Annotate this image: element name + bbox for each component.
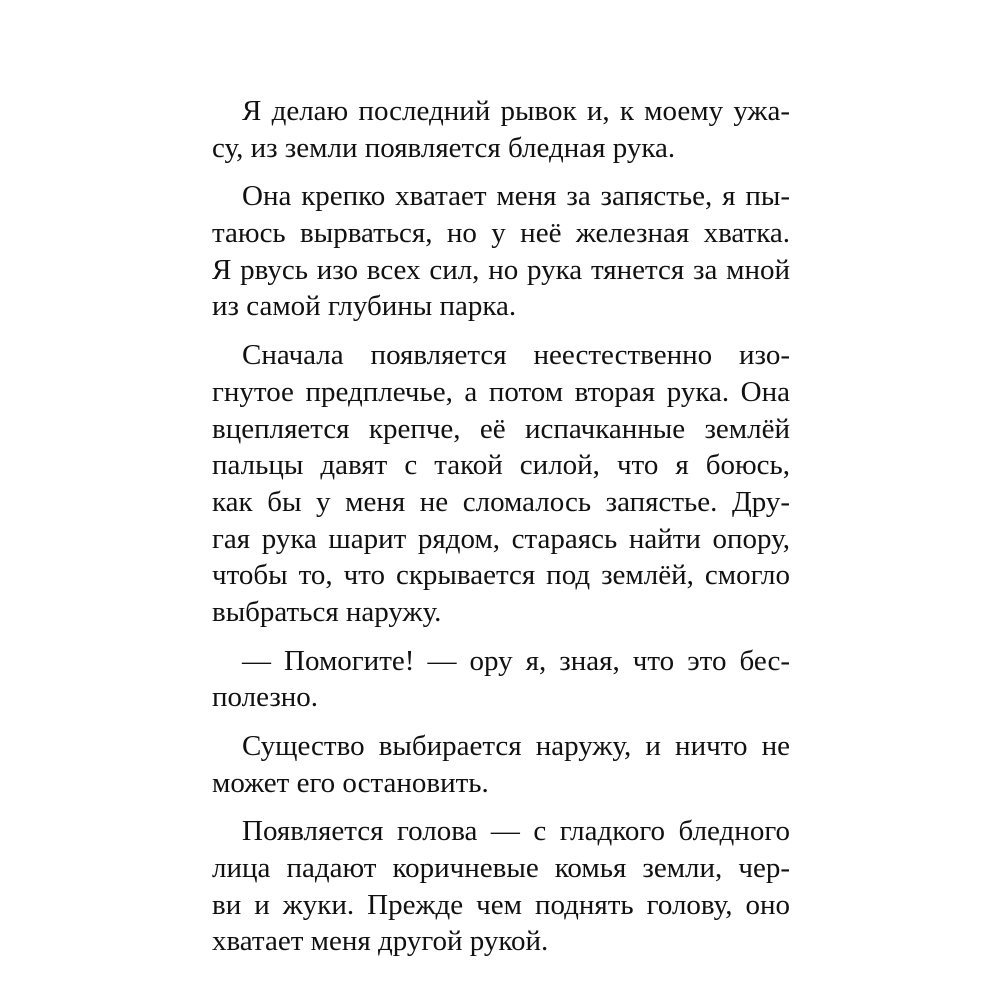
text-line: Появляется голова — с гладкого бледного — [242, 815, 790, 848]
text-line: таюсь вырваться, но у неё железная хватка. — [212, 217, 790, 250]
text-line: полезно. — [212, 681, 319, 714]
text-line: Она крепко хватает меня за запястье, я пы- — [242, 180, 790, 213]
text-line: чтобы то, что скрывается под землёй, смогло — [212, 559, 790, 592]
text-line: хватает меня другой рукой. — [212, 925, 549, 958]
paragraph — [212, 728, 790, 801]
paragraph — [212, 93, 790, 166]
paragraph — [212, 813, 790, 960]
text-line: су, из земли появляется бледная рука. — [212, 131, 676, 164]
body-text — [212, 93, 790, 972]
text-line: Сначала появляется неестественно изо- — [242, 339, 790, 372]
paragraph — [212, 178, 790, 325]
text-line: вцепляется крепче, её испачканные землёй — [212, 412, 790, 445]
text-line: Я рвусь изо всех сил, но рука тянется за мной — [212, 253, 790, 286]
text-line: лица падают коричневые комья земли, чер- — [212, 852, 790, 885]
text-line: — Помогите! — ору я, зная, что это бес- — [242, 644, 790, 677]
text-line: Я делаю последний рывок и, к моему ужа- — [242, 95, 790, 127]
paragraph — [212, 643, 790, 716]
text-line: может его остановить. — [212, 766, 489, 799]
text-line: как бы у меня не сломалось запястье. Дру- — [212, 485, 790, 518]
text-line: гая рука шарит рядом, стараясь найти опору, — [212, 522, 790, 555]
paragraph — [212, 337, 790, 631]
text-line: Существо выбирается наружу, и ничто не — [242, 730, 790, 762]
text-line: из самой глубины парка. — [212, 290, 517, 323]
text-line: пальцы давят с такой силой, что я боюсь, — [212, 449, 790, 482]
text-line: выбраться наружу. — [212, 595, 442, 628]
text-line: гнутое предплечье, а потом вторая рука. Она — [212, 375, 790, 408]
text-line: ви и жуки. Прежде чем поднять голову, оно — [212, 888, 790, 921]
